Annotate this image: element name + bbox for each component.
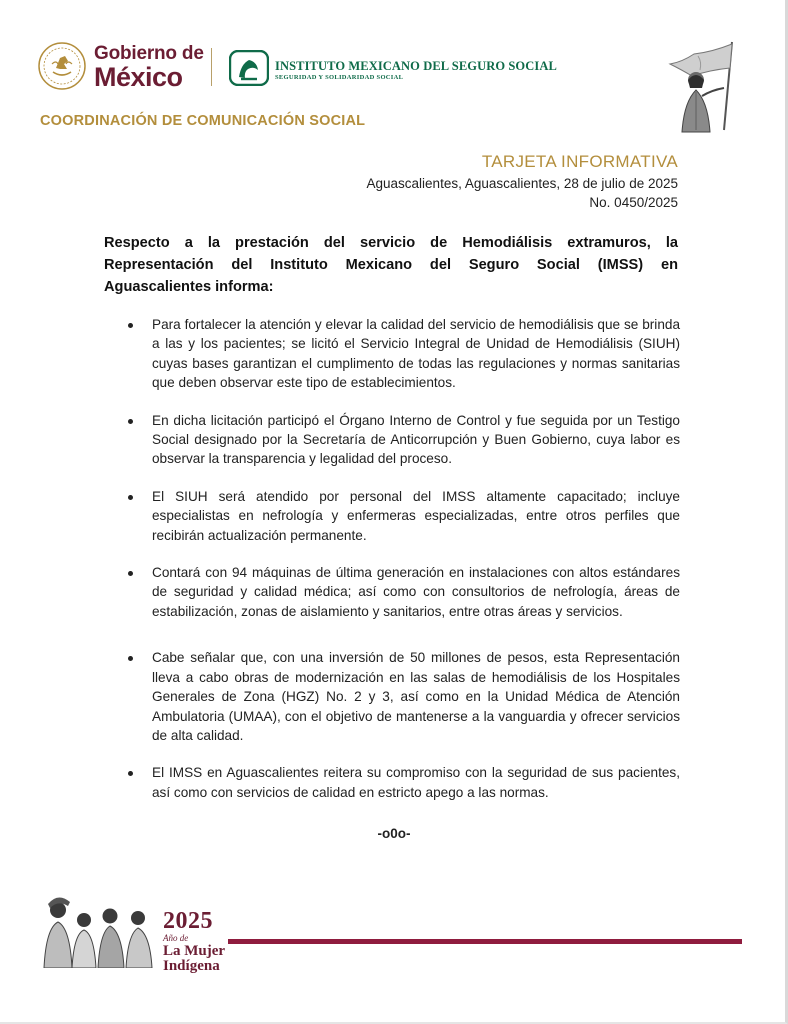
bullet-list <box>104 315 680 802</box>
gobierno-line1: Gobierno de <box>94 43 204 64</box>
bullet-icon <box>128 323 133 328</box>
year-name-line1: La Mujer <box>163 943 226 959</box>
bullet-text: El SIUH será atendido por personal del IMSS altamente capacitado; incluye especialistas en nefrología y enfermeras especializadas, entre otros perfiles que recibirán actualización permanente. <box>152 488 680 543</box>
indigenous-women-icon <box>38 894 160 968</box>
list-item <box>104 648 680 745</box>
woman-with-flag-icon <box>652 40 744 134</box>
gobierno-de-mexico-logo <box>94 44 204 91</box>
coordination-heading: COORDINACIÓN DE COMUNICACIÓN SOCIAL <box>40 113 366 129</box>
bullet-text: En dicha licitación participó el Órgano Interno de Control y fue seguida por un Testigo Social designado por la Secretaría de Anticorrupción y Buen Gobierno, cuya labor es observar la transparencia y legalidad del proceso. <box>152 412 680 467</box>
year-logo <box>163 909 225 974</box>
bullet-text: Cabe señalar que, con una inversión de 50 millones de pesos, esta Representación lleva a cabo obras de modernización en las salas de hemodiálisis de los Hospitales Generales de Zona (HGZ) No. 2 y 3, así como en la Unidad Médica de Atención Ambulatoria (UMAA), con el objetivo de mantenerse a la vanguardia y ofrecer servicios de alta calidad. <box>152 650 680 743</box>
year-caption: Año de <box>163 933 189 943</box>
bullet-icon <box>128 771 133 776</box>
imss-name: INSTITUTO MEXICANO DEL SEGURO SOCIAL <box>275 59 557 73</box>
list-item <box>104 563 680 621</box>
closing-mark: -o0o- <box>377 826 411 841</box>
list-item <box>104 315 680 393</box>
gobierno-line2: México <box>94 62 183 92</box>
imss-logo-text <box>275 60 557 81</box>
imss-tagline: SEGURIDAD Y SOLIDARIDAD SOCIAL <box>275 73 404 81</box>
place-date: Aguascalientes, Aguascalientes, 28 de julio de 2025 <box>366 176 678 191</box>
bullet-text: Para fortalecer la atención y elevar la calidad del servicio de hemodiálisis que se brinda a las y los pacientes; se licitó el Servicio Integral de Unidad de Hemodiálisis (SIUH) cuyas bases garantizan el cumplimento de todas las regulaciones y normas sanitarias que deben observar este tipo de establecimientos. <box>152 317 680 391</box>
year-name-line2: Indígena <box>163 958 220 974</box>
document-metadata <box>367 152 678 210</box>
year-number: 2025 <box>163 908 213 934</box>
mexico-seal-icon <box>38 42 86 90</box>
list-item <box>104 763 680 802</box>
bullet-text: Contará con 94 máquinas de última generación en instalaciones con altos estándares de seguridad y calidad médica; así como con consultorios de nefrología, áreas de estabilización, zonas de aislamiento y sanitarios, entre otras áreas y servicios. <box>152 565 680 619</box>
list-item <box>104 411 680 469</box>
bullet-text: El IMSS en Aguascalientes reitera su compromiso con la seguridad de sus pacientes, así como con servicios de calidad en estricto apego a las normas. <box>152 765 680 800</box>
bullet-icon <box>128 571 133 576</box>
bullet-icon <box>128 495 133 500</box>
header-divider <box>211 48 212 86</box>
intro-paragraph: Respecto a la prestación del servicio de Hemodiálisis extramuros, la Representación del Instituto Mexicano del Seguro Social (IMSS) en Aguascalientes informa: <box>104 235 678 295</box>
list-item <box>104 487 680 545</box>
document-number: No. 0450/2025 <box>589 195 678 210</box>
bullet-icon <box>128 419 133 424</box>
footer-bar <box>228 939 742 944</box>
imss-logo-icon <box>229 50 269 86</box>
document-type: TARJETA INFORMATIVA <box>481 152 678 171</box>
bullet-icon <box>128 656 133 661</box>
